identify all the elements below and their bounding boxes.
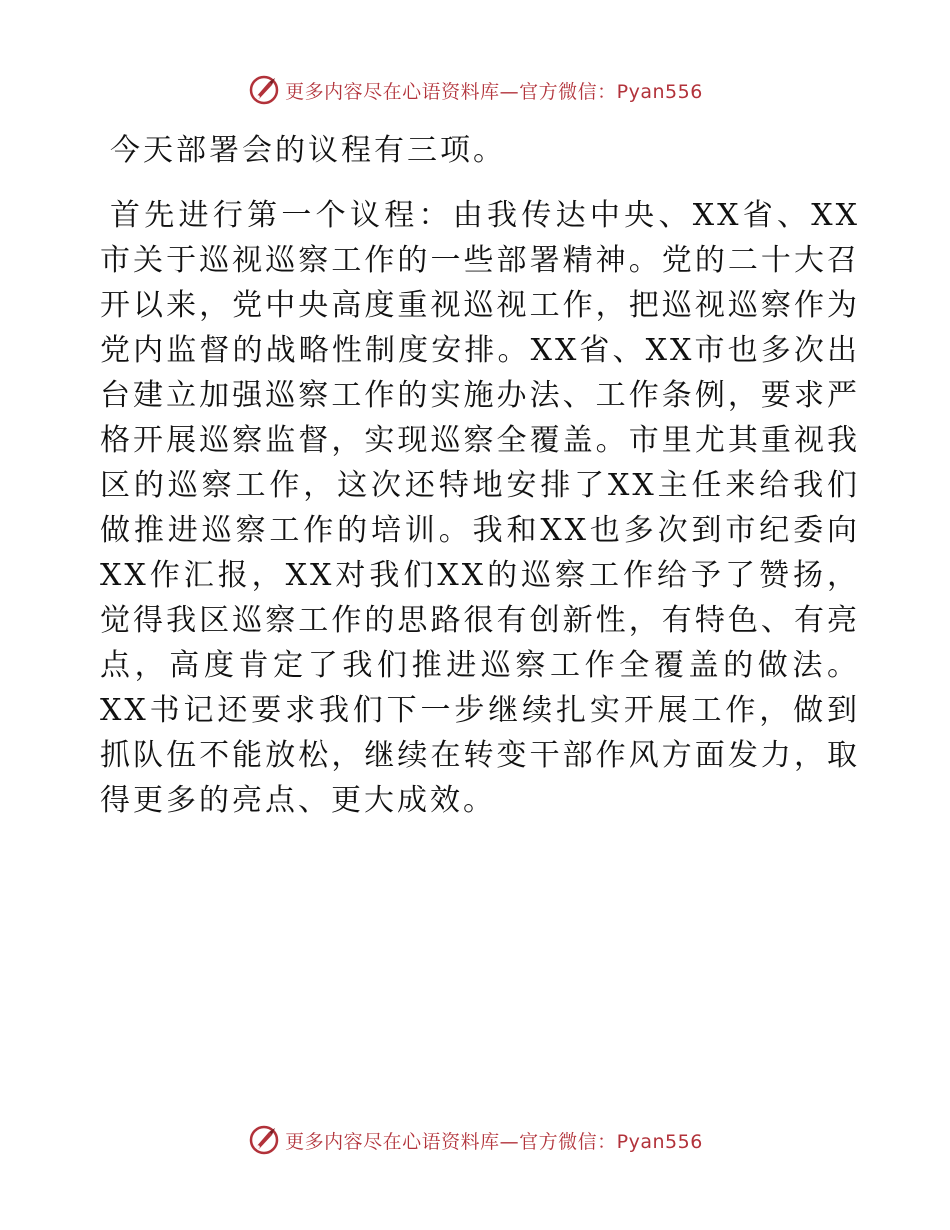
footer-watermark-banner [0, 1120, 950, 1160]
footer-watermark-text: 更多内容尽在心语资料库—官方微信：Pyan556 [285, 1130, 703, 1153]
quill-pen-logo-icon [247, 73, 281, 107]
agenda-intro-paragraph: 今天部署会的议程有三项。 [110, 133, 506, 168]
quill-pen-logo-icon [247, 1123, 281, 1157]
first-agenda-paragraph: 首先进行第一个议程：由我传达中央、XX省、XX市关于巡视巡察工作的一些部署精神。党的二十大召开以来，党中央高度重视巡视工作，把巡视巡察作为党内监督的战略性制度安排。XX省、XX市也多次出台建立加强巡察工作的实施办法、工作条例，要求严格开展巡察监督，实现巡察全覆盖。市里尤其重视我区的巡察工作，这次还特地安排了XX主任来给我们做推进巡察工作的培训。我和XX也多次到市纪委向XX作汇报，XX对我们XX的巡察工作给予了赞扬，觉得我区巡察工作的思路很有创新性，有特色、有亮点，高度肯定了我们推进巡察工作全覆盖的做法。XX书记还要求我们下一步继续扎实开展工作，做到抓队伍不能放松，继续在转变干部作风方面发力，取得更多的亮点、更大成效。 [100, 198, 860, 818]
header-watermark-text: 更多内容尽在心语资料库—官方微信：Pyan556 [285, 80, 703, 103]
document-body [100, 128, 860, 823]
header-watermark-banner [0, 70, 950, 110]
